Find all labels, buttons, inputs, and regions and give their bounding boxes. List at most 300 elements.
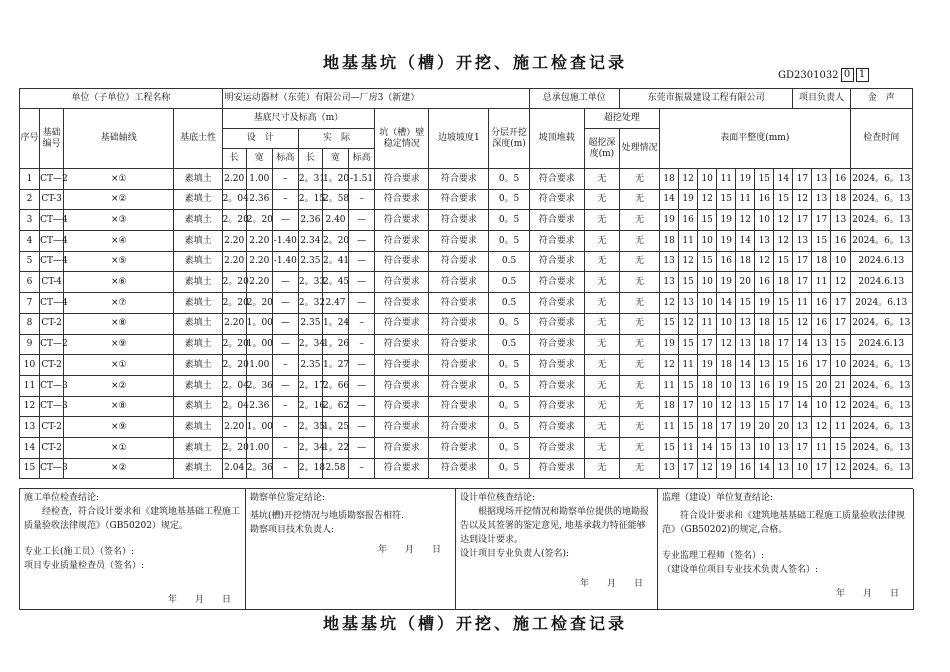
cell-seq: 14 — [20, 437, 40, 458]
cell-flatness: 11 — [717, 169, 736, 190]
col-wall: 坑（槽）壁稳定情况 — [375, 109, 429, 169]
cell-foundation-no: CT-4 — [40, 272, 64, 293]
cell-wall-stability: 符合要求 — [375, 272, 429, 293]
cell-flatness: 18 — [660, 169, 679, 190]
cell-flatness: 14 — [717, 293, 736, 314]
cell-foundation-no: CT-2 — [40, 437, 64, 458]
cell-flatness: 10 — [698, 272, 717, 293]
cell-flatness: 12 — [793, 189, 812, 210]
cell-flatness: 10 — [755, 437, 774, 458]
cell-axis: ×④ — [64, 231, 174, 252]
cell-soil: 素填土 — [174, 210, 222, 231]
cell-wall-stability: 符合要求 — [375, 313, 429, 334]
cell-flatness: 15 — [717, 189, 736, 210]
cell-flatness: 12 — [660, 355, 679, 376]
cell-actual-elevation: – — [349, 313, 375, 334]
construction-text: 经检查，符合设计要求和《建筑地基基础工程施工质量验收法律规范》（GB50202）规定。 — [24, 507, 241, 531]
cell-foundation-no: CT-3 — [40, 189, 64, 210]
cell-actual-length: 2。32 — [298, 293, 322, 314]
cell-seq: 10 — [20, 355, 40, 376]
cell-flatness: 19 — [755, 293, 774, 314]
cell-excavation-depth: 0.5 — [489, 272, 529, 293]
cell-flatness: 19 — [679, 189, 698, 210]
cell-actual-width: 2。66 — [322, 375, 348, 396]
cell-seq: 11 — [20, 375, 40, 396]
cell-foundation-no: CT—4 — [40, 251, 64, 272]
cell-flatness: 11 — [812, 272, 831, 293]
cell-flatness: 19 — [660, 334, 679, 355]
cell-seq: 9 — [20, 334, 40, 355]
survey-signature: 勘察项目技术负责人: — [250, 525, 335, 535]
cell-flatness: 14 — [774, 169, 793, 190]
cell-flatness: 11 — [660, 417, 679, 438]
cell-flatness: 13 — [755, 355, 774, 376]
cell-flatness: 17 — [793, 437, 812, 458]
cell-flatness: 15 — [774, 313, 793, 334]
cell-actual-elevation: — — [349, 293, 375, 314]
cell-flatness: 12 — [679, 169, 698, 190]
cell-flatness: 17 — [831, 293, 850, 314]
cell-seq: 3 — [20, 210, 40, 231]
cell-flatness: 15 — [755, 396, 774, 417]
construction-title: 施工单位检查结论: — [24, 493, 100, 503]
signature-divider — [913, 489, 914, 610]
cell-date: 2024。6.13 — [850, 293, 912, 314]
cell-flatness: 16 — [831, 231, 850, 252]
cell-top-load: 符合要求 — [529, 272, 584, 293]
cell-flatness: 16 — [755, 272, 774, 293]
cell-flatness: 12 — [698, 458, 717, 479]
cell-actual-width: 2。41 — [322, 251, 348, 272]
survey-text: 基坑(槽)开挖情况与地质勘察报告相符. — [250, 511, 404, 521]
cell-actual-length: 2.35 — [298, 355, 322, 376]
cell-date: 2024。6。13 — [850, 231, 912, 252]
inspection-table — [19, 88, 913, 479]
cell-top-load: 符合要求 — [529, 334, 584, 355]
cell-actual-elevation: — — [349, 396, 375, 417]
cell-actual-elevation: — — [349, 210, 375, 231]
cell-excavation-depth: 0.5 — [489, 293, 529, 314]
cell-design-width: 1.00 — [246, 169, 272, 190]
cell-seq: 7 — [20, 293, 40, 314]
col-design: 设 计 — [222, 129, 298, 149]
cell-actual-width: 2.40 — [322, 210, 348, 231]
cell-excavation-depth: 0。5 — [489, 375, 529, 396]
cell-flatness: 19 — [736, 417, 755, 438]
col-date: 检查时间 — [850, 109, 912, 169]
cell-design-length: 2。04 — [222, 396, 246, 417]
cell-soil: 素填土 — [174, 293, 222, 314]
cell-top-load: 符合要求 — [529, 417, 584, 438]
cell-flatness: 13 — [793, 231, 812, 252]
cell-slope: 符合要求 — [429, 210, 489, 231]
cell-seq: 15 — [20, 458, 40, 479]
cell-flatness: 18 — [660, 396, 679, 417]
cell-soil: 素填土 — [174, 169, 222, 190]
cell-design-length: 2.20 — [222, 313, 246, 334]
cell-wall-stability: 符合要求 — [375, 210, 429, 231]
cell-actual-length: 2。31 — [298, 169, 322, 190]
col-foundation-no: 基础编号 — [40, 109, 64, 169]
cell-foundation-no: CT—4 — [40, 210, 64, 231]
cell-flatness: 17 — [717, 417, 736, 438]
design-signature: 设计项目专业负责人(签名): — [460, 549, 570, 559]
cell-over-depth: 无 — [584, 313, 619, 334]
table-row — [20, 231, 913, 252]
table-row — [20, 272, 913, 293]
cell-flatness: 10 — [717, 313, 736, 334]
cell-design-elevation: – — [272, 458, 298, 479]
cell-actual-length: 2。18 — [298, 458, 322, 479]
cell-flatness: 15 — [679, 375, 698, 396]
cell-flatness: 13 — [755, 231, 774, 252]
cell-foundation-no: CT—4 — [40, 293, 64, 314]
cell-flatness: 17 — [698, 334, 717, 355]
cell-design-width: 2。36 — [246, 375, 272, 396]
cell-treatment: 无 — [619, 293, 659, 314]
cell-flatness: 13 — [679, 293, 698, 314]
cell-date: 2024。6。13 — [850, 437, 912, 458]
cell-slope: 符合要求 — [429, 293, 489, 314]
cell-flatness: 12 — [831, 458, 850, 479]
cell-flatness: 12 — [717, 334, 736, 355]
cell-foundation-no: CT—2 — [40, 334, 64, 355]
table-row — [20, 334, 913, 355]
cell-design-length: 2。04 — [222, 189, 246, 210]
cell-flatness: 10 — [698, 293, 717, 314]
cell-flatness: 15 — [679, 417, 698, 438]
cell-flatness: 16 — [755, 189, 774, 210]
cell-over-depth: 无 — [584, 458, 619, 479]
cell-flatness: 11 — [660, 375, 679, 396]
col-depth: 分层开挖深度(m) — [489, 109, 529, 169]
cell-slope: 符合要求 — [429, 313, 489, 334]
cell-foundation-no: CT-2 — [40, 355, 64, 376]
cell-seq: 5 — [20, 251, 40, 272]
cell-actual-elevation: -1.51 — [349, 169, 375, 190]
cell-seq: 2 — [20, 189, 40, 210]
cell-date: 2024.6.13 — [850, 334, 912, 355]
cell-date: 2024.6.13 — [850, 272, 912, 293]
cell-actual-width: 1。20 — [322, 169, 348, 190]
cell-actual-length: 2.35 — [298, 251, 322, 272]
cell-actual-width: 2。58 — [322, 189, 348, 210]
cell-flatness: 16 — [812, 293, 831, 314]
cell-flatness: 19 — [698, 355, 717, 376]
cell-soil: 素填土 — [174, 334, 222, 355]
cell-flatness: 10 — [698, 396, 717, 417]
design-title: 设计单位核查结论: — [460, 493, 536, 503]
cell-wall-stability: 符合要求 — [375, 231, 429, 252]
cell-over-depth: 无 — [584, 375, 619, 396]
cell-excavation-depth: 0。5 — [489, 169, 529, 190]
cell-axis: ×⑤ — [64, 251, 174, 272]
cell-flatness: 20 — [812, 375, 831, 396]
design-text: 根据现场开挖情况和勘察单位提供的地勘报告以及其签署的鉴定意见, 地基承载力特征能够达到设计要求。 — [460, 507, 650, 545]
cell-soil: 素填土 — [174, 417, 222, 438]
cell-design-width: 2.20 — [246, 231, 272, 252]
cell-excavation-depth: 0。5 — [489, 458, 529, 479]
cell-flatness: 12 — [717, 396, 736, 417]
cell-actual-width: 2。20 — [322, 231, 348, 252]
manager-label: 项目负责人 — [793, 89, 850, 109]
cell-soil: 素填土 — [174, 251, 222, 272]
cell-flatness: 12 — [774, 231, 793, 252]
design-conclusion — [456, 489, 657, 609]
cell-top-load: 符合要求 — [529, 355, 584, 376]
cell-slope: 符合要求 — [429, 169, 489, 190]
cell-design-width: 1。00 — [246, 334, 272, 355]
cell-flatness: 12 — [831, 272, 850, 293]
cell-flatness: 11 — [679, 231, 698, 252]
cell-axis: ×⑨ — [64, 417, 174, 438]
cell-flatness: 11 — [812, 437, 831, 458]
cell-axis: ×⑥ — [64, 272, 174, 293]
cell-flatness: 13 — [793, 417, 812, 438]
cell-flatness: 15 — [831, 437, 850, 458]
cell-flatness: 16 — [717, 251, 736, 272]
signature-bottom-border — [19, 609, 913, 610]
cell-soil: 素填土 — [174, 375, 222, 396]
cell-flatness: 10 — [812, 396, 831, 417]
cell-design-elevation: – — [272, 169, 298, 190]
cell-flatness: 15 — [698, 210, 717, 231]
cell-actual-elevation: – — [349, 189, 375, 210]
cell-design-length: 2.04 — [222, 458, 246, 479]
cell-flatness: 10 — [698, 169, 717, 190]
supervision-date: 年 月 日 — [835, 589, 899, 599]
cell-flatness: 10 — [698, 231, 717, 252]
cell-flatness: 13 — [812, 189, 831, 210]
cell-flatness: 12 — [755, 251, 774, 272]
cell-top-load: 符合要求 — [529, 437, 584, 458]
cell-flatness: 10 — [831, 355, 850, 376]
table-row — [20, 169, 913, 190]
cell-flatness: 19 — [774, 375, 793, 396]
cell-flatness: 12 — [698, 189, 717, 210]
cell-flatness: 15 — [679, 334, 698, 355]
cell-excavation-depth: 0。5 — [489, 355, 529, 376]
cell-actual-elevation: — — [349, 251, 375, 272]
cell-flatness: 12 — [831, 396, 850, 417]
cell-treatment: 无 — [619, 355, 659, 376]
cell-flatness: 12 — [774, 210, 793, 231]
cell-flatness: 11 — [679, 355, 698, 376]
cell-flatness: 10 — [793, 458, 812, 479]
cell-actual-length: 2。34 — [298, 334, 322, 355]
cell-flatness: 15 — [679, 272, 698, 293]
cell-treatment: 无 — [619, 189, 659, 210]
cell-date: 2024。6。13 — [850, 210, 912, 231]
cell-actual-elevation: — — [349, 355, 375, 376]
cell-flatness: 14 — [736, 231, 755, 252]
cell-excavation-depth: 0。5 — [489, 231, 529, 252]
cell-excavation-depth: 0.5 — [489, 251, 529, 272]
cell-flatness: 19 — [717, 231, 736, 252]
cell-flatness: 17 — [793, 210, 812, 231]
cell-foundation-no: CT—3 — [40, 396, 64, 417]
cell-axis: ×② — [64, 375, 174, 396]
cell-slope: 符合要求 — [429, 437, 489, 458]
cell-flatness: 14 — [660, 189, 679, 210]
header-info-row — [20, 89, 913, 109]
cell-actual-length: 2.34 — [298, 231, 322, 252]
cell-date: 2024。6。13 — [850, 396, 912, 417]
cell-actual-width: 2.58 — [322, 458, 348, 479]
cell-flatness: 15 — [831, 334, 850, 355]
cell-flatness: 13 — [736, 437, 755, 458]
cell-design-width: 2。20 — [246, 210, 272, 231]
cell-actual-length: 2。15 — [298, 189, 322, 210]
col-design-width: 宽 — [246, 149, 272, 169]
cell-excavation-depth: 0。5 — [489, 417, 529, 438]
cell-flatness: 17 — [793, 169, 812, 190]
cell-date: 2024。6。13 — [850, 458, 912, 479]
cell-over-depth: 无 — [584, 293, 619, 314]
cell-actual-width: 1。26 — [322, 334, 348, 355]
cell-design-width: 1.00 — [246, 355, 272, 376]
cell-flatness: 16 — [679, 210, 698, 231]
cell-treatment: 无 — [619, 417, 659, 438]
cell-flatness: 13 — [812, 334, 831, 355]
cell-flatness: 14 — [793, 396, 812, 417]
cell-flatness: 18 — [660, 231, 679, 252]
cell-top-load: 符合要求 — [529, 313, 584, 334]
supervision-text: 符合设计要求和《建筑地基基础工程施工质量验收法律规范》（GB50202)的规定,合格。 — [662, 511, 906, 535]
col-design-elevation: 标高 — [272, 149, 298, 169]
table-row — [20, 313, 913, 334]
cell-flatness: 16 — [755, 375, 774, 396]
table-row — [20, 417, 913, 438]
col-top-load: 坡顶堆载 — [529, 109, 584, 169]
cell-flatness: 10 — [755, 210, 774, 231]
cell-flatness: 17 — [774, 334, 793, 355]
table-row — [20, 293, 913, 314]
cell-flatness: 19 — [717, 272, 736, 293]
cell-axis: ×⑨ — [64, 334, 174, 355]
cell-flatness: 13 — [736, 396, 755, 417]
cell-actual-elevation: — — [349, 375, 375, 396]
cell-over-depth: 无 — [584, 272, 619, 293]
cell-flatness: 14 — [755, 458, 774, 479]
construction-conclusion — [20, 489, 245, 609]
document-code-text: GD2301032 — [778, 69, 839, 81]
cell-flatness: 19 — [736, 169, 755, 190]
survey-date: 年 月 日 — [377, 545, 441, 555]
col-actual-length: 长 — [298, 149, 322, 169]
cell-over-depth: 无 — [584, 169, 619, 190]
cell-wall-stability: 符合要求 — [375, 334, 429, 355]
cell-design-length: 2。20 — [222, 334, 246, 355]
table-row — [20, 437, 913, 458]
construction-inspector-signature: 项目专业质量检查员（签名）: — [24, 561, 145, 571]
cell-flatness: 17 — [774, 396, 793, 417]
cell-axis: ×① — [64, 355, 174, 376]
cell-slope: 符合要求 — [429, 355, 489, 376]
cell-actual-elevation: — — [349, 272, 375, 293]
cell-design-elevation: – — [272, 189, 298, 210]
cell-actual-length: 2。35 — [298, 417, 322, 438]
cell-actual-elevation: — — [349, 417, 375, 438]
cell-date: 2024。6。13 — [850, 169, 912, 190]
cell-actual-width: 1。25 — [322, 417, 348, 438]
cell-soil: 素填土 — [174, 396, 222, 417]
cell-design-length: 2.20 — [222, 417, 246, 438]
cell-design-width: 1。00 — [246, 417, 272, 438]
cell-actual-width: 2。62 — [322, 396, 348, 417]
cell-date: 2024。6。13 — [850, 189, 912, 210]
col-over-group: 超挖处理 — [584, 109, 659, 129]
cell-wall-stability: 符合要求 — [375, 396, 429, 417]
cell-flatness: 11 — [831, 417, 850, 438]
cell-actual-length: 2。33 — [298, 272, 322, 293]
cell-flatness: 20 — [774, 417, 793, 438]
supervision-conclusion — [658, 489, 913, 609]
cell-flatness: 13 — [736, 334, 755, 355]
cell-treatment: 无 — [619, 458, 659, 479]
cell-soil: 素填土 — [174, 458, 222, 479]
cell-over-depth: 无 — [584, 396, 619, 417]
footer-title: 地基基坑（槽）开挖、施工检查记录 — [322, 614, 627, 633]
cell-flatness: 13 — [812, 169, 831, 190]
cell-wall-stability: 符合要求 — [375, 251, 429, 272]
cell-design-length: 2。20 — [222, 210, 246, 231]
cell-flatness: 12 — [660, 293, 679, 314]
contractor-value: 东莞市振晟建设工程有限公司 — [619, 89, 792, 109]
cell-actual-elevation: — — [349, 231, 375, 252]
contractor-label: 总承包施工单位 — [529, 89, 619, 109]
cell-date: 2024.6.13 — [850, 251, 912, 272]
cell-excavation-depth: 0.5 — [489, 334, 529, 355]
cell-flatness: 11 — [736, 189, 755, 210]
cell-design-width: 2.36 — [246, 396, 272, 417]
cell-design-elevation: – — [272, 437, 298, 458]
cell-flatness: 18 — [717, 355, 736, 376]
cell-flatness: 15 — [774, 251, 793, 272]
cell-flatness: 18 — [774, 272, 793, 293]
cell-flatness: 17 — [812, 355, 831, 376]
cell-design-length: 2。20 — [222, 355, 246, 376]
cell-actual-length: 2.35 — [298, 313, 322, 334]
cell-design-elevation: – — [272, 355, 298, 376]
cell-excavation-depth: 0。5 — [489, 313, 529, 334]
cell-flatness: 16 — [793, 355, 812, 376]
cell-treatment: 无 — [619, 169, 659, 190]
cell-slope: 符合要求 — [429, 251, 489, 272]
cell-design-width: 2.20 — [246, 251, 272, 272]
cell-flatness: 13 — [660, 251, 679, 272]
cell-design-width: 2.36 — [246, 189, 272, 210]
table-row — [20, 210, 913, 231]
cell-soil: 素填土 — [174, 437, 222, 458]
cell-wall-stability: 符合要求 — [375, 375, 429, 396]
cell-axis: ×① — [64, 169, 174, 190]
col-actual: 实 际 — [298, 129, 374, 149]
cell-actual-length: 2。17 — [298, 375, 322, 396]
cell-design-length: 2.20 — [222, 231, 246, 252]
cell-flatness: 12 — [736, 210, 755, 231]
cell-foundation-no: CT—2 — [40, 169, 64, 190]
cell-design-elevation: — — [272, 375, 298, 396]
col-axis: 基础轴线 — [64, 109, 174, 169]
cell-flatness: 12 — [812, 417, 831, 438]
cell-flatness: 13 — [736, 313, 755, 334]
cell-design-length: 2。20 — [222, 272, 246, 293]
cell-actual-length: 2。16 — [298, 396, 322, 417]
cell-flatness: 11 — [698, 313, 717, 334]
cell-actual-width: 1。22 — [322, 437, 348, 458]
cell-design-length: 2.20 — [222, 251, 246, 272]
